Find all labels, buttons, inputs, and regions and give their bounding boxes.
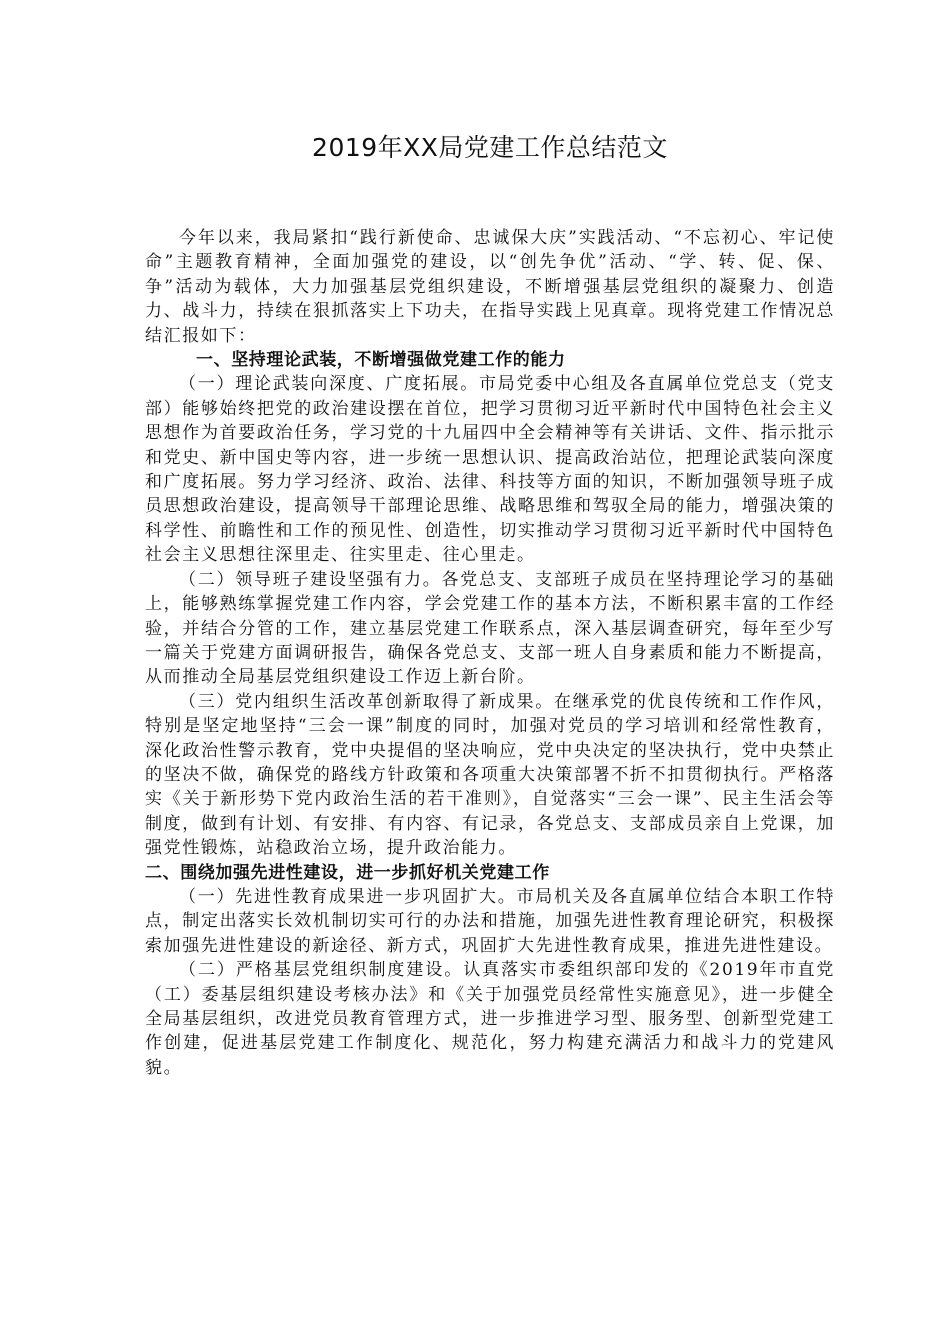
intro-paragraph: 今年以来，我局紧扣“践行新使命、忠诚保大庆”实践活动、“不忘初心、牢记使命”主题教育精神，全面加强党的建设，以“创先争优”活动、“学、转、促、保、争”活动为载体，大力加强基层党组织建设，不断增强基层党组织的凝聚力、创造力、战斗力，持续在狠抓落实上下功夫，在指导实践上见真章。现将党建工作情况总结汇报如下：	[145, 228, 835, 346]
paragraph-1-2: （二）领导班子建设坚强有力。各党总支、支部班子成员在坚持理论学习的基础上，能够熟练掌握党建工作内容，学会党建工作的基本方法，不断积累丰富的工作经验，并结合分管的工作，建立基层党建工作联系点，深入基层调查研究，每年至少写一篇关于党建方面调研报告，确保各党总支、支部一班人自身素质和能力不断提高，从而推动全局基层党组织建设工作迈上新台阶。	[145, 569, 835, 688]
paragraph-1-3: （三）党内组织生活改革创新取得了新成果。在继承党的优良传统和工作作风，特别是坚定地坚持“三会一课”制度的同时，加强对党员的学习培训和经常性教育，深化政治性警示教育，党中央提倡的坚决响应，党中央决定的坚决执行，党中央禁止的坚决不做，确保党的路线方针政策和各项重大决策部署不折不扣贯彻执行。严格落实《关于新形势下党内政治生活的若干准则》，自觉落实“三会一课”、民主生活会等制度，做到有计划、有安排、有内容、有记录，各党总支、支部成员亲自上党课，加强党性锻炼，站稳政治立场，提升政治能力。	[145, 691, 835, 859]
document-page	[145, 128, 835, 1080]
section-heading-1: 一、坚持理论武装，不断增强做党建工作的能力	[196, 350, 566, 371]
paragraph-1-1: （一）理论武装向深度、广度拓展。市局党委中心组及各直属单位党总支（党支部）能够始终把党的政治建设摆在首位，把学习贯彻习近平新时代中国特色社会主义思想作为首要政治任务，学习党的十九届四中全会精神等有关讲话、文件、指示批示和党史、新中国史等内容，进一步统一思想认识、提高政治站位，把理论武装向深度和广度拓展。努力学习经济、政治、法律、科技等方面的知识，不断加强领导班子成员思想政治建设，提高领导干部理论思维、战略思维和驾驭全局的能力，增强决策的科学性、前瞻性和工作的预见性、创造性，切实推动学习贯彻习近平新时代中国特色社会主义思想往深里走、往实里走、往心里走。	[145, 374, 835, 566]
section-heading-2: 二、围绕加强先进性建设，进一步抓好机关党建工作	[145, 862, 550, 883]
document-title: 2019年XX局党建工作总结范文	[312, 133, 668, 162]
paragraph-2-1: （一）先进性教育成果进一步巩固扩大。市局机关及各直属单位结合本职工作特点，制定出落实长效机制切实可行的办法和措施，加强先进性教育理论研究，积极探索加强先进性建设的新途径、新方式，巩固扩大先进性教育成果，推进先进性建设。	[145, 886, 835, 956]
paragraph-2-2: （二）严格基层党组织制度建设。认真落实市委组织部印发的《2019年市直党（工）委基层组织建设考核办法》和《关于加强党员经常性实施意见》，进一步健全全局基层组织，改进党员教育管理方式，进一步推进学习型、服务型、创新型党建工作创建，促进基层党建工作制度化、规范化，努力构建充满活力和战斗力的党建风貌。	[145, 960, 835, 1078]
